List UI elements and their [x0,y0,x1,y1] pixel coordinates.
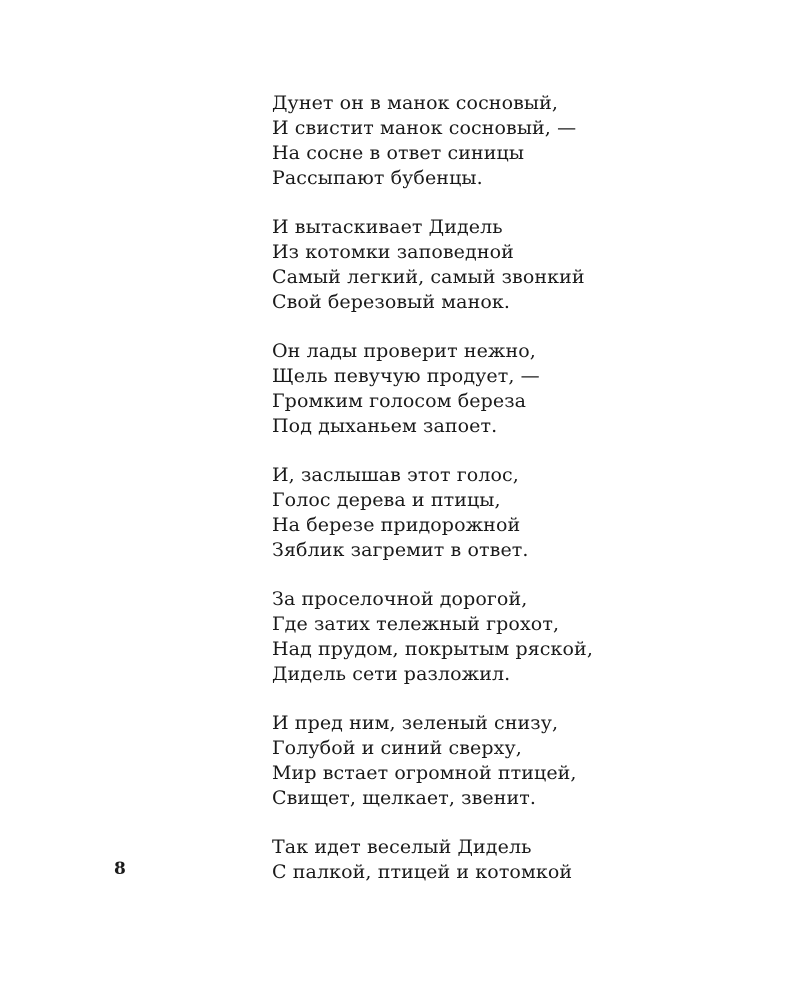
poem-line: Дунет он в манок сосновый, [272,92,559,114]
poem-line: И пред ним, зеленый снизу, [272,712,559,734]
poem-line: Он лады проверит нежно, [272,340,536,362]
stanza-7 [272,835,772,885]
poem-line: Свой березовый манок. [272,291,511,313]
poem-text [272,91,772,909]
stanza-3 [272,339,772,439]
poem-line: Громким голосом береза [272,390,527,412]
poem-line: Дидель сети разложил. [272,663,511,685]
poem-line: Над прудом, покрытым ряской, [272,638,593,660]
poem-line: Под дыханьем запоет. [272,415,498,437]
poem-line: Зяблик загремит в ответ. [272,539,529,561]
stanza-5 [272,587,772,687]
poem-line: Голубой и синий сверху, [272,737,522,759]
poem-line: На сосне в ответ синицы [272,142,525,164]
poem-line: Самый легкий, самый звонкий [272,266,585,288]
poem-line: Голос дерева и птицы, [272,489,501,511]
stanza-6 [272,711,772,811]
poem-line: И свистит манок сосновый, — [272,117,577,139]
stanza-2 [272,215,772,315]
poem-line: Так идет веселый Дидель [272,836,532,858]
poem-line: За проселочной дорогой, [272,588,528,610]
poem-line: И вытаскивает Дидель [272,216,503,238]
poem-line: Рассыпают бубенцы. [272,167,483,189]
poem-line: Мир встает огромной птицей, [272,762,577,784]
stanza-1 [272,91,772,191]
poem-line: И, заслышав этот голос, [272,464,519,486]
page-number: 8 [114,859,126,879]
poem-line: Из котомки заповедной [272,241,514,263]
stanza-4 [272,463,772,563]
poem-line: С палкой, птицей и котомкой [272,861,573,883]
poem-line: Щель певучую продует, — [272,365,540,387]
poem-line: Свищет, щелкает, звенит. [272,787,536,809]
poem-line: Где затих тележный грохот, [272,613,560,635]
poem-line: На березе придорожной [272,514,521,536]
